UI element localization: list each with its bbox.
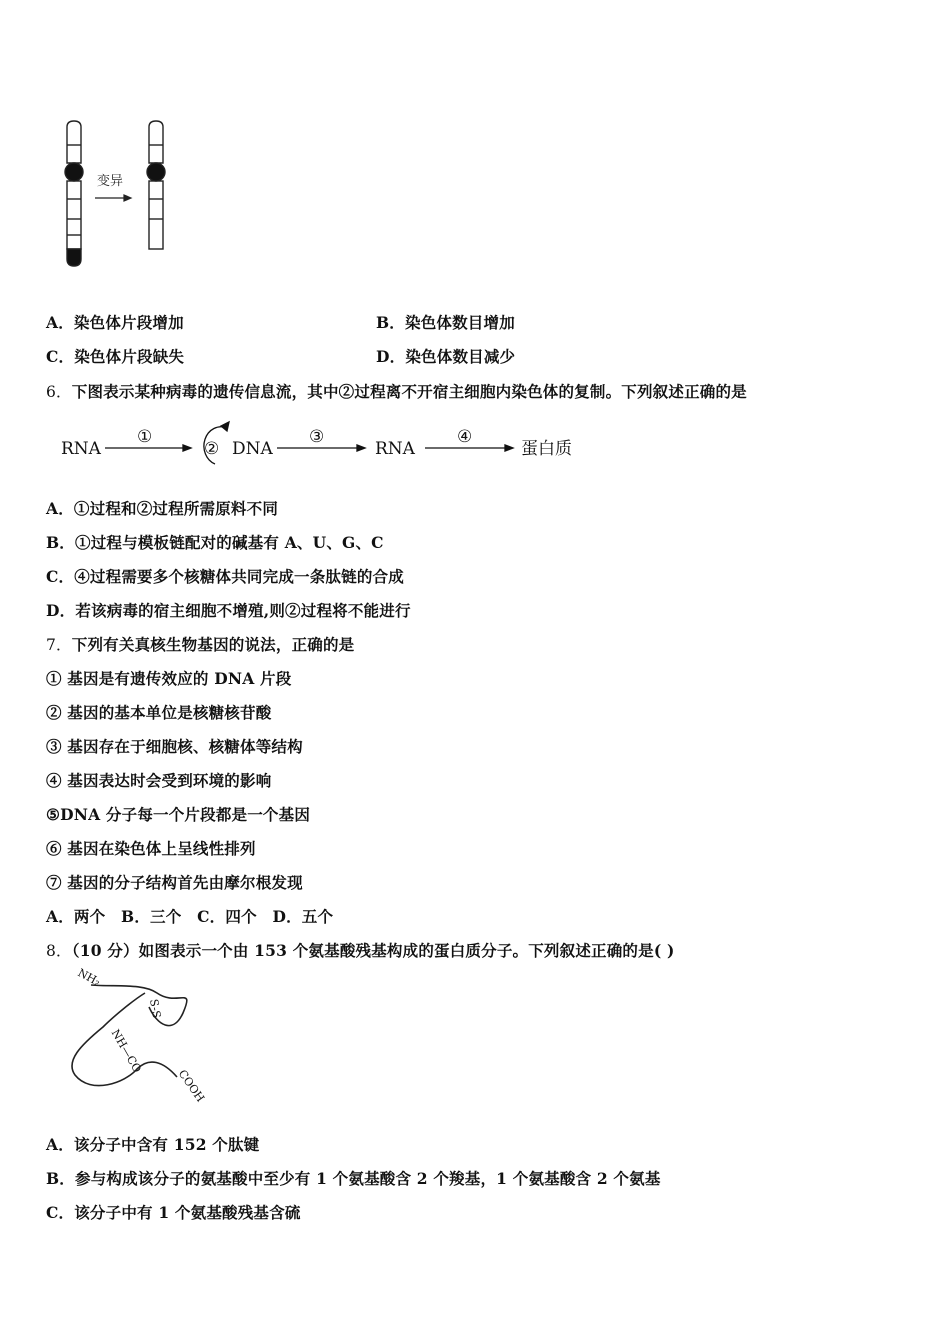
q8-number: 8． [46,942,72,960]
protein-label: 蛋白质 [521,439,572,459]
q7-item-6: ⑥ 基因在染色体上呈线性排列 [46,839,256,858]
genetic-info-flow-figure [55,418,595,468]
q5-option-d: D．染色体数目减少 [376,347,516,366]
q6-stem-text: 下图表示某种病毒的遗传信息流，其中②过程离不开宿主细胞内染色体的复制。下列叙述正确的是 [71,382,747,401]
q6-number: 6． [46,383,72,401]
dna-label: DNA [232,439,273,459]
q7-item-3: ③ 基因存在于细胞核、核糖体等结构 [46,737,303,756]
rna-source-label: RNA [61,439,101,459]
q6-option-b: B．①过程与模板链配对的碱基有 A、U、G、C [46,533,384,552]
q5-option-b: B．染色体数目增加 [376,313,515,332]
step-3-label: ③ [309,427,325,447]
q7-options: A．两个 B．三个 C．四个 D．五个 [46,907,334,926]
carboxyl-terminus-label: COOH [175,1067,207,1105]
q7-item-5: ⑤DNA 分子每一个片段都是一个基因 [46,805,311,824]
q7-item-2: ② 基因的基本单位是核糖核苷酸 [46,703,272,722]
q6-option-c: C．④过程需要多个核糖体共同完成一条肽链的合成 [46,567,404,586]
q5-option-c: C．染色体片段缺失 [46,347,185,366]
q6-stem [46,380,747,402]
polypeptide-chain [72,985,187,1086]
q7-stem [46,633,354,655]
q8-option-c: C．该分子中有 1 个氨基酸残基含硫 [46,1203,301,1222]
peptide-bond-label: NH—CO [108,1027,144,1075]
rna-product-label: RNA [375,439,415,459]
q7-item-1: ① 基因是有遗传效应的 DNA 片段 [46,669,292,688]
q7-item-4: ④ 基因表达时会受到环境的影响 [46,771,272,790]
original-chromosome [65,121,83,266]
q8-option-b: B．参与构成该分子的氨基酸中至少有 1 个氨基酸含 2 个羧基，1 个氨基酸含 2 个氨基 [46,1169,661,1188]
chromosome-variation-figure [55,115,185,275]
protein-molecule-figure [45,965,225,1105]
q7-number: 7． [46,636,72,654]
q8-stem-text: （10 分）如图表示一个由 153 个氨基酸残基构成的蛋白质分子。下列叙述正确的是( ) [71,941,675,960]
q6-option-a: A．①过程和②过程所需原料不同 [46,499,279,518]
q8-option-a: A．该分子中含有 152 个肽键 [46,1135,260,1154]
q5-option-a: A．染色体片段增加 [46,313,184,332]
step-2-label: ② [204,439,220,459]
step-4-label: ④ [457,427,473,447]
variation-arrow [95,195,131,201]
amino-terminus-label: NH₂ [75,966,103,989]
step-1-label: ① [137,427,153,447]
q7-item-7: ⑦ 基因的分子结构首先由摩尔根发现 [46,873,303,892]
q8-stem [46,939,675,961]
q6-option-d: D．若该病毒的宿主细胞不增殖,则②过程将不能进行 [46,601,411,620]
variation-label: 变异 [97,174,124,189]
variant-chromosome [147,121,165,249]
q7-stem-text: 下列有关真核生物基因的说法，正确的是 [71,635,355,654]
disulfide-bond-label: S-S [147,998,164,1020]
